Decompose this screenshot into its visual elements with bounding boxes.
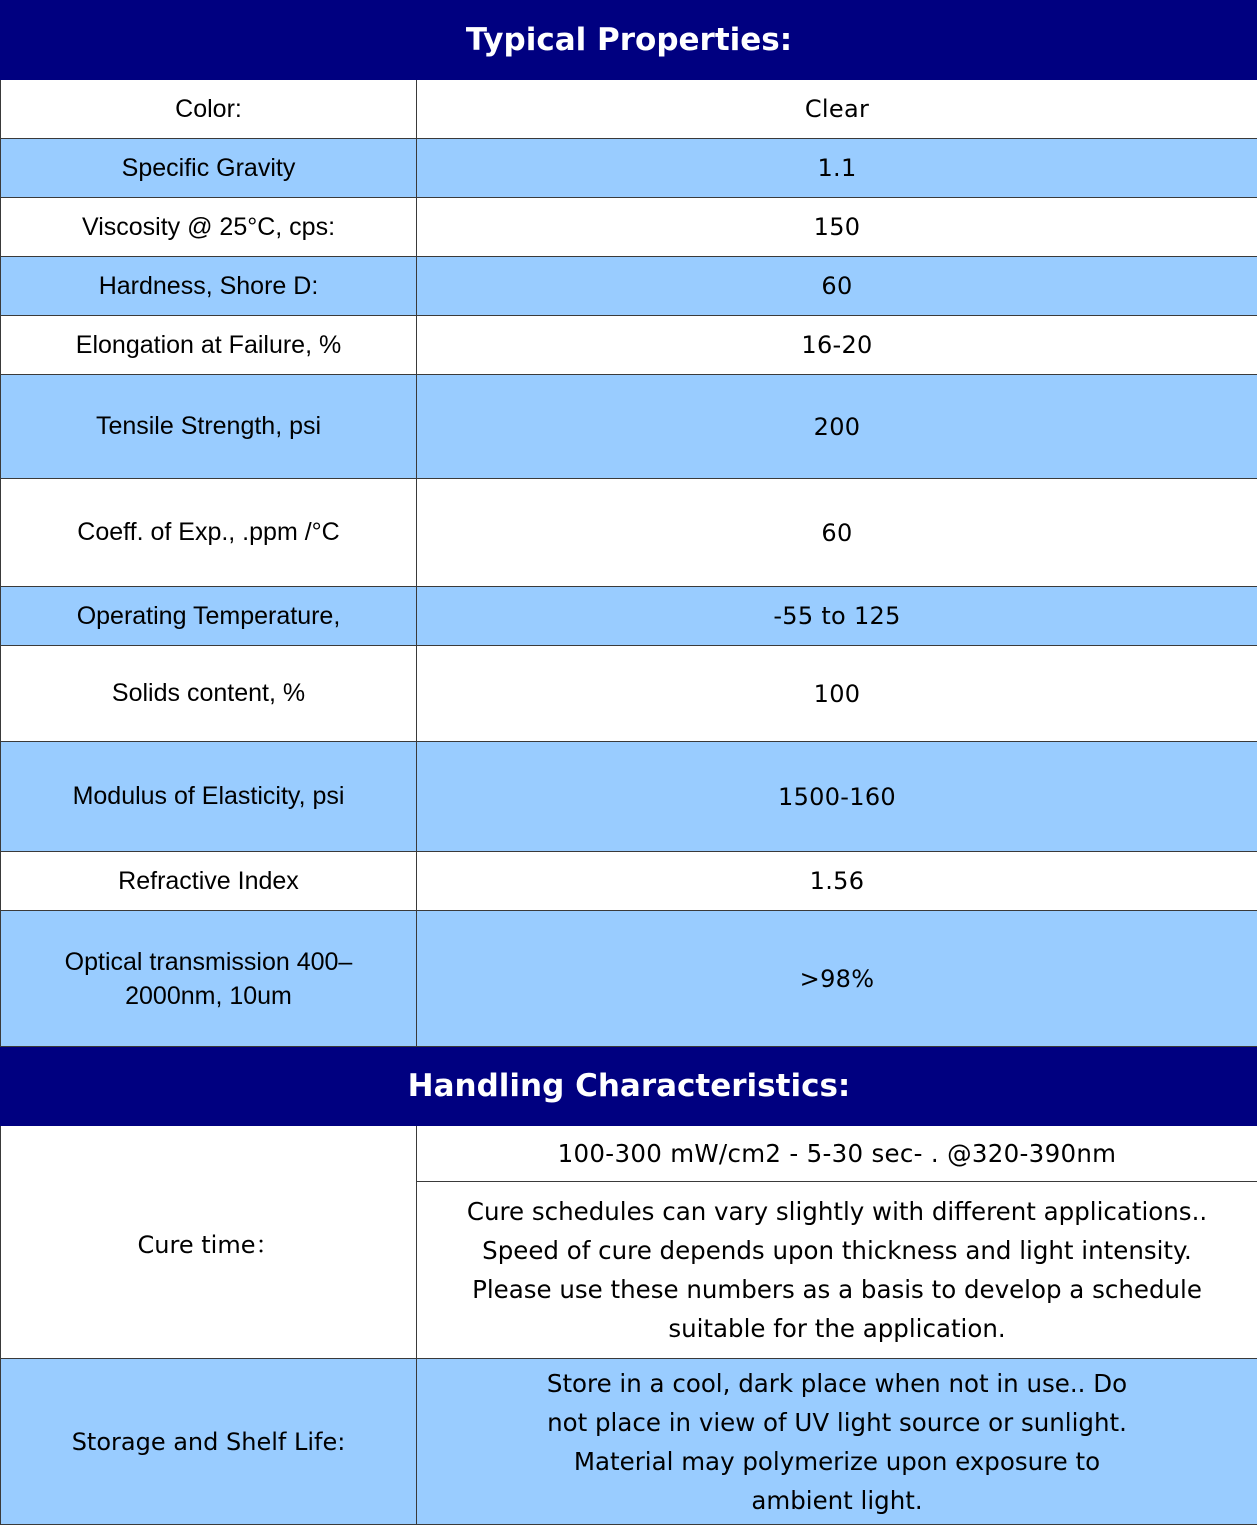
table-row	[1, 587, 1257, 646]
table-row	[1, 742, 1257, 852]
property-label: Elongation at Failure, %	[1, 316, 417, 375]
cure-time-note: Cure schedules can vary slightly with different applications.. Speed of cure depends upon thickness and light intensity. Please use these numbers as a basis to develop a schedule suitable for the application.	[417, 1182, 1257, 1359]
property-label: Specific Gravity	[1, 139, 417, 198]
table-row	[1, 257, 1257, 316]
property-value: 60	[417, 479, 1257, 587]
table-row	[1, 1359, 1257, 1525]
property-label: Solids content, %	[1, 646, 417, 742]
storage-label: Storage and Shelf Life:	[1, 1359, 417, 1525]
property-label: Operating Temperature,	[1, 587, 417, 646]
property-value: 1500-160	[417, 742, 1257, 852]
table-row	[1, 852, 1257, 911]
property-value: Clear	[417, 80, 1257, 139]
property-label: Color:	[1, 80, 417, 139]
property-value: >98%	[417, 911, 1257, 1047]
property-value: 16-20	[417, 316, 1257, 375]
typical-properties-title: Typical Properties:	[1, 1, 1257, 80]
cure-time-label: Cure time：	[1, 1126, 417, 1359]
cure-time-value: 100-300 mW/cm2 - 5-30 sec- . @320-390nm	[417, 1126, 1257, 1182]
property-label: Optical transmission 400–2000nm, 10um	[1, 911, 417, 1047]
property-value: 1.1	[417, 139, 1257, 198]
property-value: 150	[417, 198, 1257, 257]
table-row	[1, 80, 1257, 139]
property-value: 60	[417, 257, 1257, 316]
handling-title: Handling Characteristics:	[1, 1047, 1257, 1126]
property-value: 200	[417, 375, 1257, 479]
table-row	[1, 646, 1257, 742]
property-value: -55 to 125	[417, 587, 1257, 646]
property-label: Tensile Strength, psi	[1, 375, 417, 479]
property-label: Modulus of Elasticity, psi	[1, 742, 417, 852]
storage-value: Store in a cool, dark place when not in use.. Do not place in view of UV light source or sunlight. Material may polymerize upon exposure to ambient light.	[417, 1359, 1257, 1525]
property-label: Hardness, Shore D:	[1, 257, 417, 316]
table-row	[1, 198, 1257, 257]
table-row	[1, 139, 1257, 198]
table-row	[1, 316, 1257, 375]
property-label: Coeff. of Exp., .ppm /°C	[1, 479, 417, 587]
property-label: Refractive Index	[1, 852, 417, 911]
typical-properties-header-row	[1, 1, 1257, 80]
table-row	[1, 911, 1257, 1047]
table-row	[1, 375, 1257, 479]
table-row	[1, 479, 1257, 587]
property-label: Viscosity @ 25°C, cps:	[1, 198, 417, 257]
table-row	[1, 1126, 1257, 1182]
property-value: 100	[417, 646, 1257, 742]
handling-header-row	[1, 1047, 1257, 1126]
property-value: 1.56	[417, 852, 1257, 911]
